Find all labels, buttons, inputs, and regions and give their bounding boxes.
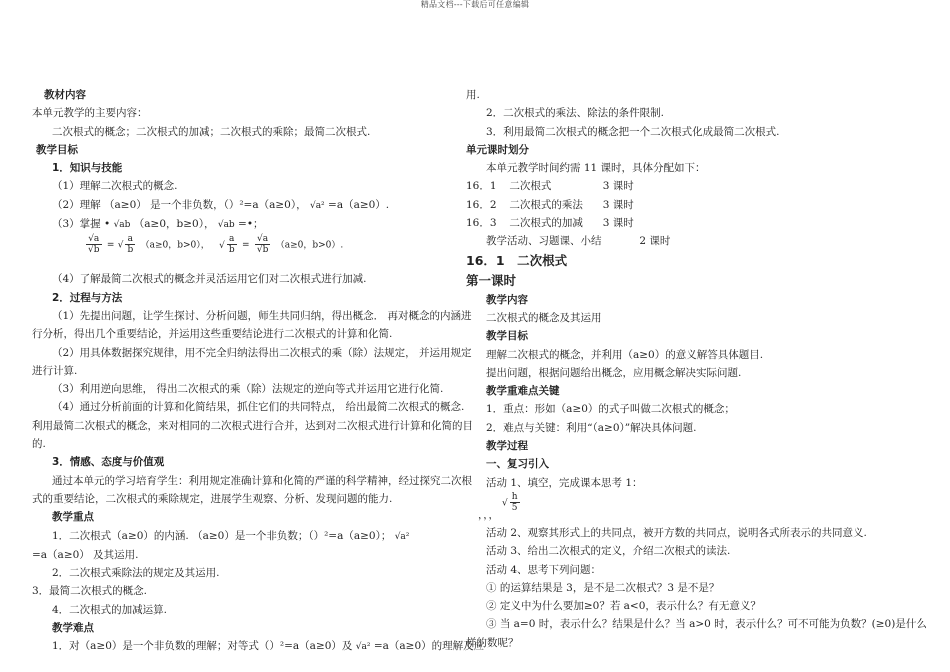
text-line: 式的重要结论，二次根式的乘除规定，进展学生观察、分析、发现问题的能力.	[32, 492, 393, 505]
schedule-topic: 教学活动、习题课、小结	[486, 235, 602, 248]
text-fragment: =•；	[238, 218, 264, 231]
text-line: 1．重点：形如（a≥0）的式子叫做二次根式的概念；	[486, 403, 735, 416]
schedule-row	[466, 177, 906, 195]
section-heading: 教学内容	[486, 293, 528, 306]
fraction-a-over-b	[125, 234, 135, 255]
fraction-sqrt-a-over-sqrt-b	[255, 234, 271, 255]
text-line: 提出问题，根据问题给出概念，应用概念解决实际问题.	[486, 366, 742, 379]
section-heading: 单元课时划分	[466, 143, 529, 156]
text-line: 2．二次根式的乘法、除法的条件限制.	[486, 107, 665, 120]
denominator: b	[228, 245, 235, 256]
text-line: 2．二次根式乘除法的规定及其运用.	[52, 567, 220, 580]
text-line: 活动 1、填空，完成课本思考 1：	[486, 476, 643, 489]
numerator: a	[125, 234, 135, 245]
fraction-sqrt-a-over-sqrt-b	[86, 234, 102, 255]
subsection-heading: 1．知识与技能	[52, 162, 123, 175]
schedule-topic: 二次根式	[509, 180, 552, 193]
condition: （a≥0，b>0）.	[275, 240, 344, 251]
text-line: 本单元教学时间约需 11 课时，具体分配如下：	[486, 162, 706, 175]
right-column	[466, 86, 927, 652]
section-heading: 教学重点	[52, 511, 94, 524]
formula-line	[466, 492, 906, 524]
subsection-heading: 2．过程与方法	[52, 291, 123, 304]
numerator: √a	[86, 234, 102, 245]
numerator: √a	[255, 234, 271, 245]
math-sqrt-a2: √a²	[355, 642, 371, 653]
text-line: 通过本单元的学习培育学生：利用规定准确计算和化简的严谨的科学精神，经过探究二次根	[52, 474, 472, 487]
text-line: 的.	[32, 438, 46, 451]
section-heading: 教学重难点关键	[486, 385, 560, 398]
text-line: 本单元教学的主要内容：	[32, 107, 148, 120]
schedule-hours: 3 课时	[602, 198, 634, 211]
fraction-h-over-5	[510, 492, 520, 513]
text-line: 4．二次根式的加减运算.	[52, 603, 168, 616]
math-sqrt-h-over-5	[502, 492, 522, 513]
text-line: 2．难点与关键：利用“（a≥0）”解决具体问题.	[486, 421, 697, 434]
schedule-row	[466, 196, 906, 214]
text-fragment: =a（a≥0）.	[328, 198, 390, 211]
text-fragment: （a≥0，b≥0），	[133, 218, 215, 231]
text-line	[32, 637, 485, 656]
text-line: 3．利用最简二次根式的概念把一个二次根式化成最简二次根式.	[486, 125, 780, 138]
schedule-number: 16．1	[466, 180, 497, 193]
subsection-heading: 3．情感、态度与价值观	[52, 456, 165, 469]
equals-sign: =	[241, 240, 250, 251]
schedule-hours: 2 课时	[639, 235, 671, 248]
text-line: 样的数呢？	[466, 636, 519, 649]
schedule-row	[466, 232, 906, 250]
section-heading: 教材内容	[44, 89, 86, 101]
text-line	[32, 215, 442, 234]
text-line: 活动 3、给出二次根式的定义，介绍二次根式的读法.	[486, 545, 731, 558]
text-line: 活动 2、观察其形式上的共同点，被开方数的共同点，说明各式所表示的共同意义.	[486, 526, 867, 539]
math-sqrt-a2: √a²	[309, 200, 325, 211]
text-line: （2）用具体数据探究规律，用不完全归纳法得出二次根式的乘（除）法规定， 并运用规定	[52, 346, 472, 359]
schedule-topic: 二次根式的加减	[509, 217, 583, 230]
math-sqrt-ab: √ab	[217, 220, 235, 231]
text-fragment: （3）掌握 •	[52, 218, 111, 231]
math-sqrt-ab: √ab	[113, 220, 131, 231]
lesson-title: 第一课时	[466, 272, 517, 288]
text-fragment: =a（a≥0）的理解及应	[373, 640, 485, 653]
text-fragment: 1．对（a≥0）是一个非负数的理解；对等式（）²=a（a≥0）及	[52, 640, 353, 653]
schedule-hours: 3 课时	[602, 180, 634, 193]
text-line: （4）通过分析前面的计算和化简结果，抓住它们的共同特点， 给出最简二次根式的概念.	[52, 401, 465, 414]
text-line	[32, 196, 442, 215]
text-line: 3．最简二次根式的概念.	[32, 585, 148, 598]
denominator: 5	[511, 502, 518, 513]
math-sqrt-symbol: √	[117, 240, 124, 251]
numerator: a	[227, 234, 237, 245]
math-sqrt-symbol: √	[502, 498, 508, 509]
text-line: 行分析，得出几个重要结论，并运用这些重要结论进行二次根式的计算和化简.	[32, 328, 393, 341]
schedule-row	[466, 214, 906, 232]
text-fragment: （2）理解 （a≥0） 是一个非负数，（）²=a（a≥0），	[52, 198, 307, 211]
formula-line	[32, 234, 442, 270]
text-fragment: 1．二次根式（a≥0）的内涵. （a≥0）是一个非负数；（）²=a（a≥0）；	[52, 529, 392, 542]
text-line: 进行计算.	[32, 364, 78, 377]
text-line: 二次根式的概念；二次根式的加减；二次根式的乘除；最简二次根式.	[52, 125, 371, 138]
fraction-a-over-b	[227, 234, 237, 255]
equals-sign: =	[106, 240, 115, 251]
schedule-number: 16．3	[466, 217, 497, 230]
math-sqrt-a2: √a²	[394, 531, 410, 542]
schedule-topic: 二次根式的乘法	[509, 198, 583, 211]
text-line: 活动 4、思考下列问题：	[486, 563, 602, 576]
section-heading: 教学难点	[52, 622, 94, 635]
math-sqrt-symbol: √	[219, 240, 225, 251]
text-line: ① 的运算结果是 3，是不是二次根式？3 是不是？	[486, 581, 720, 594]
text-fragment: ，，，	[478, 508, 499, 521]
schedule-number: 16．2	[466, 198, 497, 211]
numerator: h	[511, 491, 518, 502]
text-line	[32, 527, 442, 546]
denominator: √b	[256, 245, 269, 256]
denominator: √b	[88, 245, 100, 256]
section-heading: 教学过程	[486, 440, 528, 453]
text-line: 二次根式的概念及其运用	[486, 311, 602, 324]
text-line: （3）利用逆向思维， 得出二次根式的乘（除）法规定的逆向等式并运用它进行化简.	[52, 383, 444, 396]
section-title: 16．1 二次根式	[466, 252, 568, 268]
denominator: b	[127, 245, 134, 256]
subsection-heading: 一、复习引入	[486, 458, 549, 471]
text-line: （4）了解最简二次根式的概念并灵活运用它们对二次根式进行加减.	[52, 273, 367, 286]
text-line: （1）理解二次根式的概念.	[52, 180, 178, 193]
section-heading: 教学目标	[36, 143, 78, 156]
schedule-hours: 3 课时	[602, 217, 634, 230]
text-line: 用.	[466, 89, 480, 101]
text-line: ③ 当 a=0 时，表示什么？结果是什么？当 a>0 时，表示什么？可不可能为负数？(≥0)是什么	[486, 618, 927, 631]
page-header: 精品文档---下载后可任意编辑	[420, 0, 530, 9]
section-heading: 教学目标	[486, 330, 528, 343]
text-line: =a（a≥0） 及其运用.	[32, 548, 139, 561]
condition: （a≥0，b>0），	[140, 240, 210, 251]
text-line: 理解二次根式的概念，并利用（a≥0）的意义解答具体题目.	[486, 348, 764, 361]
text-line: 利用最简二次根式的概念，来对相同的二次根式进行合并，达到对二次根式进行计算和化简的目	[32, 419, 473, 432]
text-line: ② 定义中为什么要加≥0？若 a<0，表示什么？有无意义？	[486, 600, 761, 613]
text-line: （1）先提出问题，让学生探讨、分析问题，师生共同归纳，得出概念． 再对概念的内涵进	[52, 309, 472, 322]
